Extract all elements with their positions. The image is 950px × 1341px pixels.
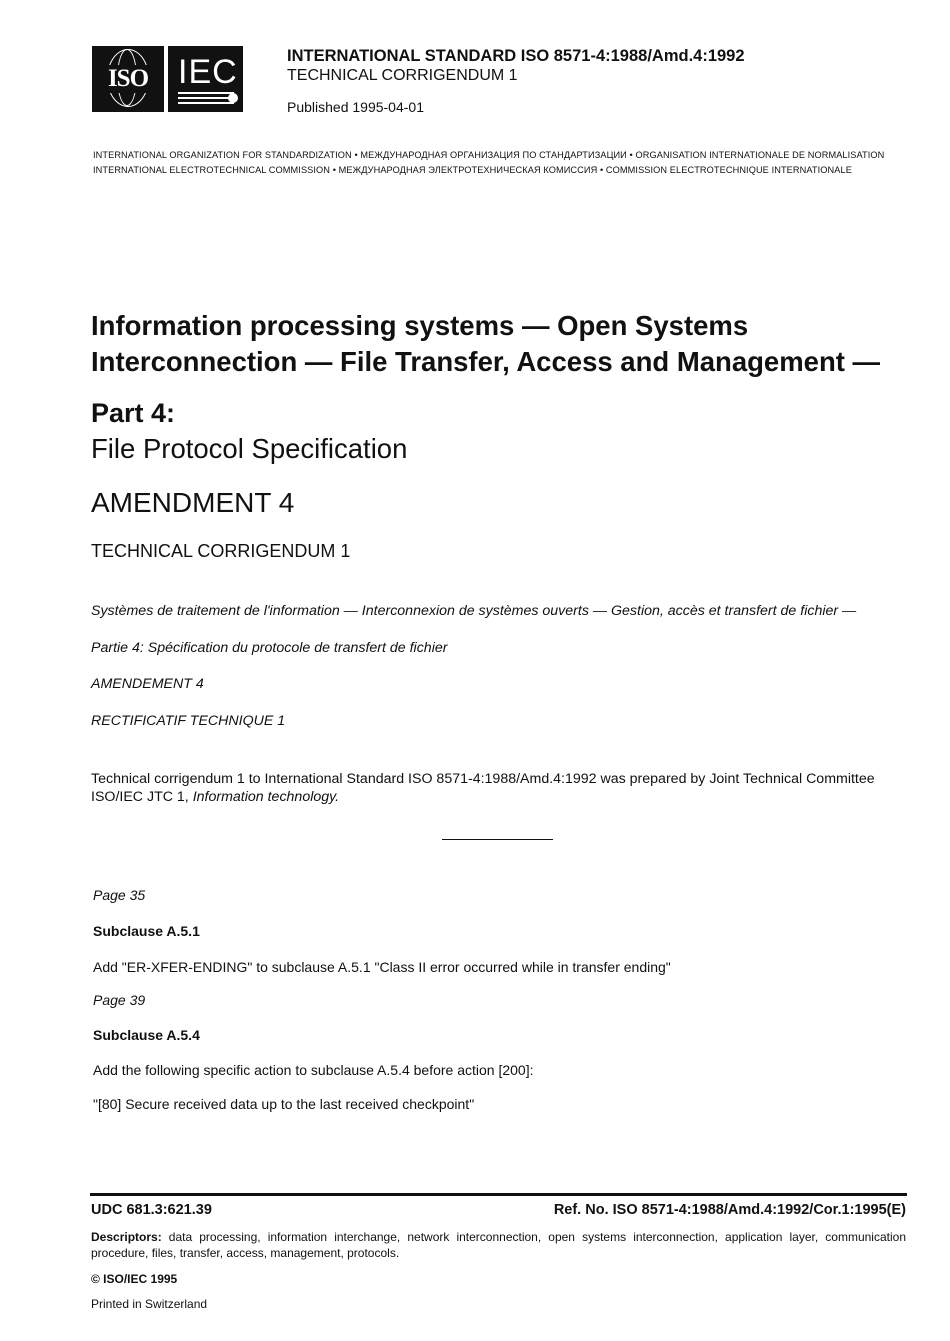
descriptors-label: Descriptors: [91, 1230, 162, 1244]
page-reference-39: Page 39 [93, 992, 146, 1008]
copyright: © ISO/IEC 1995 [91, 1272, 178, 1286]
iso-logo-text: ISO [92, 65, 164, 93]
committee-name: Information technology. [192, 789, 340, 805]
iec-logo-text: IEC [178, 53, 238, 91]
part-label: Part 4: [91, 398, 176, 428]
subclause-heading-a54: Subclause A.5.4 [93, 1027, 200, 1043]
udc-code: UDC 681.3:621.39 [91, 1202, 212, 1218]
amendment-heading: AMENDMENT 4 [91, 487, 295, 518]
document-title-line1: Information processing systems — Open Systems [91, 310, 749, 341]
document-title-line2: Interconnection — File Transfer, Access and Management — [91, 346, 881, 377]
french-amendment: AMENDEMENT 4 [91, 676, 204, 692]
standard-title: INTERNATIONAL STANDARD ISO 8571-4:1988/Amd.4:1992 [287, 47, 745, 65]
header-subtitle: TECHNICAL CORRIGENDUM 1 [287, 67, 518, 84]
printed-location: Printed in Switzerland [91, 1297, 208, 1311]
preparation-text: Technical corrigendum 1 to International Standard ISO 8571-4:1988/Amd.4:1992 was prepared by Joint Technical Committee ISO/IEC JTC 1, [91, 771, 875, 805]
published-date: Published 1995-04-01 [287, 99, 424, 115]
iec-logo-dot [228, 93, 238, 103]
iso-logo [92, 46, 164, 112]
subclause-heading-a51: Subclause A.5.1 [93, 923, 200, 939]
part-title: File Protocol Specification [91, 433, 408, 464]
instruction-a51: Add "ER-XFER-ENDING" to subclause A.5.1 "Class II error occurred while in transfer ending" [93, 959, 671, 975]
corrigendum-heading: TECHNICAL CORRIGENDUM 1 [91, 541, 351, 561]
instruction-a54: Add the following specific action to subclause A.5.4 before action [200]: [93, 1062, 534, 1078]
section-divider [442, 839, 553, 840]
french-part: Partie 4: Spécification du protocole de transfert de fichier [91, 640, 448, 656]
french-title: Systèmes de traitement de l'information — Interconnexion de systèmes ouverts — Gestion, accès et transfert de fichier — [91, 603, 857, 619]
document-title [91, 308, 880, 380]
action-text: "[80] Secure received data up to the last received checkpoint" [93, 1096, 475, 1112]
preparation-statement [91, 770, 911, 806]
page-reference-35: Page 35 [93, 887, 146, 903]
descriptors [91, 1229, 906, 1261]
iso-organization-line: INTERNATIONAL ORGANIZATION FOR STANDARDIZATION • МЕЖДУНАРОДНАЯ ОРГАНИЗАЦИЯ ПО СТАНДАРТИЗАЦИИ • ORGANISATION INTERNATIONALE DE NORMALISATION [93, 150, 885, 160]
footer-rule [90, 1193, 907, 1196]
iec-logo [168, 46, 243, 112]
iec-organization-line: INTERNATIONAL ELECTROTECHNICAL COMMISSION • МЕЖДУНАРОДНАЯ ЭЛЕКТРОТЕХНИЧЕСКАЯ КОМИССИЯ • COMMISSION ELECTROTECHNIQUE INTERNATIONALE [93, 165, 852, 175]
reference-number: Ref. No. ISO 8571-4:1988/Amd.4:1992/Cor.1:1995(E) [553, 1202, 906, 1218]
french-rectificatif: RECTIFICATIF TECHNIQUE 1 [91, 713, 286, 729]
iec-logo-bars [178, 92, 234, 107]
descriptors-list: data processing, information interchange, network interconnection, open systems interconnection, application layer, communication procedure, files, transfer, access, management, protocols. [91, 1230, 906, 1260]
